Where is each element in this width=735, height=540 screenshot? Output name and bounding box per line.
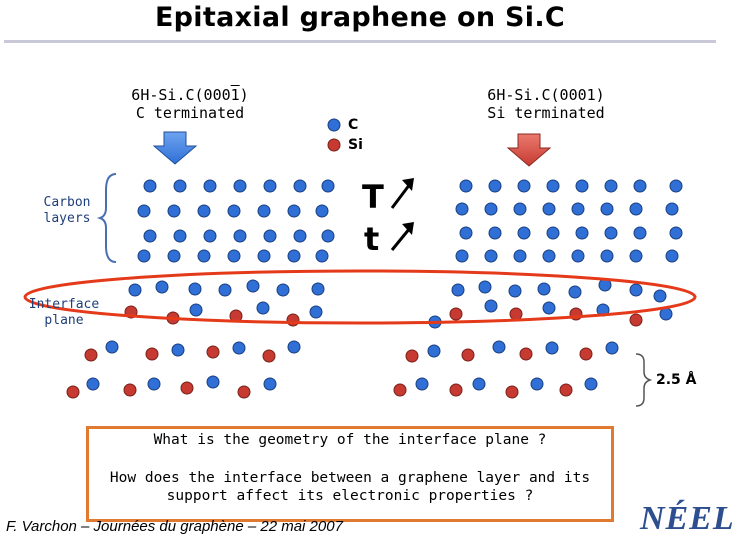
substrate-atom: [450, 384, 462, 396]
substrate-atom: [288, 341, 300, 353]
neel-logo: NÉEL: [640, 500, 735, 537]
legend-carbon-dot: [328, 119, 340, 131]
interface-atom: [247, 280, 259, 292]
layer-spacing-label: 2.5 Å: [656, 372, 697, 388]
substrate-atom: [406, 350, 418, 362]
carbon-atom: [670, 227, 682, 239]
carbon-atom: [168, 205, 180, 217]
carbon-atom: [294, 230, 306, 242]
interface-atom: [310, 306, 322, 318]
carbon-atom: [601, 250, 613, 262]
legend-silicon-dot: [328, 139, 340, 151]
interface-atom: [156, 281, 168, 293]
carbon-atom: [258, 250, 270, 262]
substrate-atom: [233, 342, 245, 354]
substrate-atom: [585, 378, 597, 390]
interface-atom: [312, 283, 324, 295]
substrate-atom: [606, 342, 618, 354]
substrate-atom: [580, 348, 592, 360]
substrate-atom: [428, 345, 440, 357]
interface-atom: [509, 285, 521, 297]
interface-atom: [479, 281, 491, 293]
interface-atom: [510, 308, 522, 320]
substrate-atom: [264, 378, 276, 390]
interface-atom: [450, 308, 462, 320]
interface-atom: [538, 283, 550, 295]
carbon-atom: [518, 180, 530, 192]
carbon-atom: [258, 205, 270, 217]
substrate-atom: [506, 386, 518, 398]
interface-atom: [189, 283, 201, 295]
carbon-atom: [634, 227, 646, 239]
legend-silicon-label: Si: [348, 137, 363, 153]
interface-atom: [630, 284, 642, 296]
stacking-arrow-lower-icon: [392, 228, 410, 250]
question-electronic-properties: How does the interface between a graphene layer and its support affect its electronic properties ?: [109, 470, 591, 504]
interface-atom: [287, 314, 299, 326]
substrate-atom: [462, 349, 474, 361]
carbon-atom: [543, 250, 555, 262]
interface-atom: [569, 286, 581, 298]
carbon-atom: [547, 227, 559, 239]
carbon-atom: [234, 230, 246, 242]
interface-atom: [129, 284, 141, 296]
stacking-letter-lower: t: [364, 220, 380, 258]
carbon-atom: [485, 203, 497, 215]
carbon-atom: [630, 203, 642, 215]
left-arrow-icon: [154, 132, 196, 164]
carbon-atom: [670, 180, 682, 192]
carbon-layers-brace: [100, 174, 116, 262]
substrate-atom: [124, 384, 136, 396]
carbon-atom: [264, 230, 276, 242]
page-title: Epitaxial graphene on Si.C: [154, 2, 566, 33]
carbon-atom: [518, 227, 530, 239]
substrate-atom: [87, 378, 99, 390]
carbon-atom: [601, 203, 613, 215]
carbon-atom: [456, 250, 468, 262]
right-arrow-icon: [508, 134, 550, 166]
carbon-atom: [168, 250, 180, 262]
carbon-atom: [228, 205, 240, 217]
carbon-atom: [264, 180, 276, 192]
carbon-atom: [228, 250, 240, 262]
footer-credit: F. Varchon – Journées du graphène – 22 mai 2007: [6, 518, 343, 535]
carbon-atom: [460, 227, 472, 239]
carbon-atom: [634, 180, 646, 192]
carbon-atom: [198, 205, 210, 217]
substrate-atom: [263, 350, 275, 362]
carbon-atom: [489, 180, 501, 192]
carbon-atom: [460, 180, 472, 192]
interface-plane-ellipse: [25, 271, 695, 323]
stacking-letter-upper: T: [362, 178, 384, 216]
carbon-atom: [572, 203, 584, 215]
legend-carbon-label: C: [348, 117, 359, 133]
interface-atom: [543, 302, 555, 314]
carbon-atom: [514, 203, 526, 215]
interface-atom: [485, 300, 497, 312]
carbon-atom: [485, 250, 497, 262]
carbon-atom: [630, 250, 642, 262]
carbon-atom: [288, 250, 300, 262]
stacking-arrow-upper-icon: [392, 184, 410, 208]
carbon-atom: [605, 180, 617, 192]
right-surface-termination: Si terminated: [487, 104, 605, 122]
left-formula-bar-digit: 1: [230, 86, 240, 104]
stacking-arrow-lower-head-icon: [402, 222, 414, 235]
substrate-atom: [546, 342, 558, 354]
carbon-atom: [316, 250, 328, 262]
carbon-atom: [204, 180, 216, 192]
substrate-atom: [106, 341, 118, 353]
carbon-atom: [456, 203, 468, 215]
substrate-atom: [520, 348, 532, 360]
left-formula-suffix: ): [239, 86, 249, 104]
substrate-atom: [148, 378, 160, 390]
carbon-atom: [322, 180, 334, 192]
carbon-atom: [605, 227, 617, 239]
carbon-atom: [174, 180, 186, 192]
right-surface-formula: 6H-Si.C(0001): [487, 86, 605, 104]
interface-atom: [257, 302, 269, 314]
carbon-atom: [144, 230, 156, 242]
substrate-atom: [207, 346, 219, 358]
carbon-atom: [174, 230, 186, 242]
carbon-atom: [514, 250, 526, 262]
interface-atom: [452, 284, 464, 296]
substrate-atom: [85, 349, 97, 361]
carbon-atom: [666, 250, 678, 262]
substrate-atom: [416, 378, 428, 390]
carbon-atom: [204, 230, 216, 242]
substrate-atom: [146, 348, 158, 360]
carbon-atom: [294, 180, 306, 192]
interface-atom: [277, 284, 289, 296]
substrate-atom: [531, 378, 543, 390]
left-formula-prefix: 6H-Si.C(000: [131, 86, 231, 104]
carbon-atom: [138, 205, 150, 217]
carbon-layers-label: Carbon layers: [43, 195, 91, 226]
carbon-atom: [288, 205, 300, 217]
substrate-atom: [172, 344, 184, 356]
carbon-atom: [547, 180, 559, 192]
carbon-atom: [138, 250, 150, 262]
interface-atom: [190, 304, 202, 316]
substrate-atom: [238, 386, 250, 398]
carbon-atom: [198, 250, 210, 262]
spacing-brace: [636, 354, 650, 406]
carbon-atom: [234, 180, 246, 192]
carbon-atom: [576, 180, 588, 192]
carbon-atom: [316, 205, 328, 217]
carbon-atom: [144, 180, 156, 192]
substrate-atom: [207, 376, 219, 388]
carbon-atom: [489, 227, 501, 239]
substrate-atom: [493, 341, 505, 353]
substrate-atom: [67, 386, 79, 398]
substrate-atom: [394, 384, 406, 396]
substrate-atom: [473, 378, 485, 390]
substrate-atom: [181, 382, 193, 394]
carbon-atom: [543, 203, 555, 215]
substrate-atom: [560, 384, 572, 396]
carbon-atom: [576, 227, 588, 239]
carbon-atom: [572, 250, 584, 262]
interface-atom: [219, 284, 231, 296]
question-geometry: What is the geometry of the interface plane ?: [153, 432, 547, 448]
interface-atom: [630, 314, 642, 326]
interface-atom: [654, 290, 666, 302]
left-surface-termination: C terminated: [135, 104, 245, 122]
carbon-atom: [322, 230, 334, 242]
carbon-atom: [666, 203, 678, 215]
interface-plane-label: Interface plane: [28, 297, 100, 328]
